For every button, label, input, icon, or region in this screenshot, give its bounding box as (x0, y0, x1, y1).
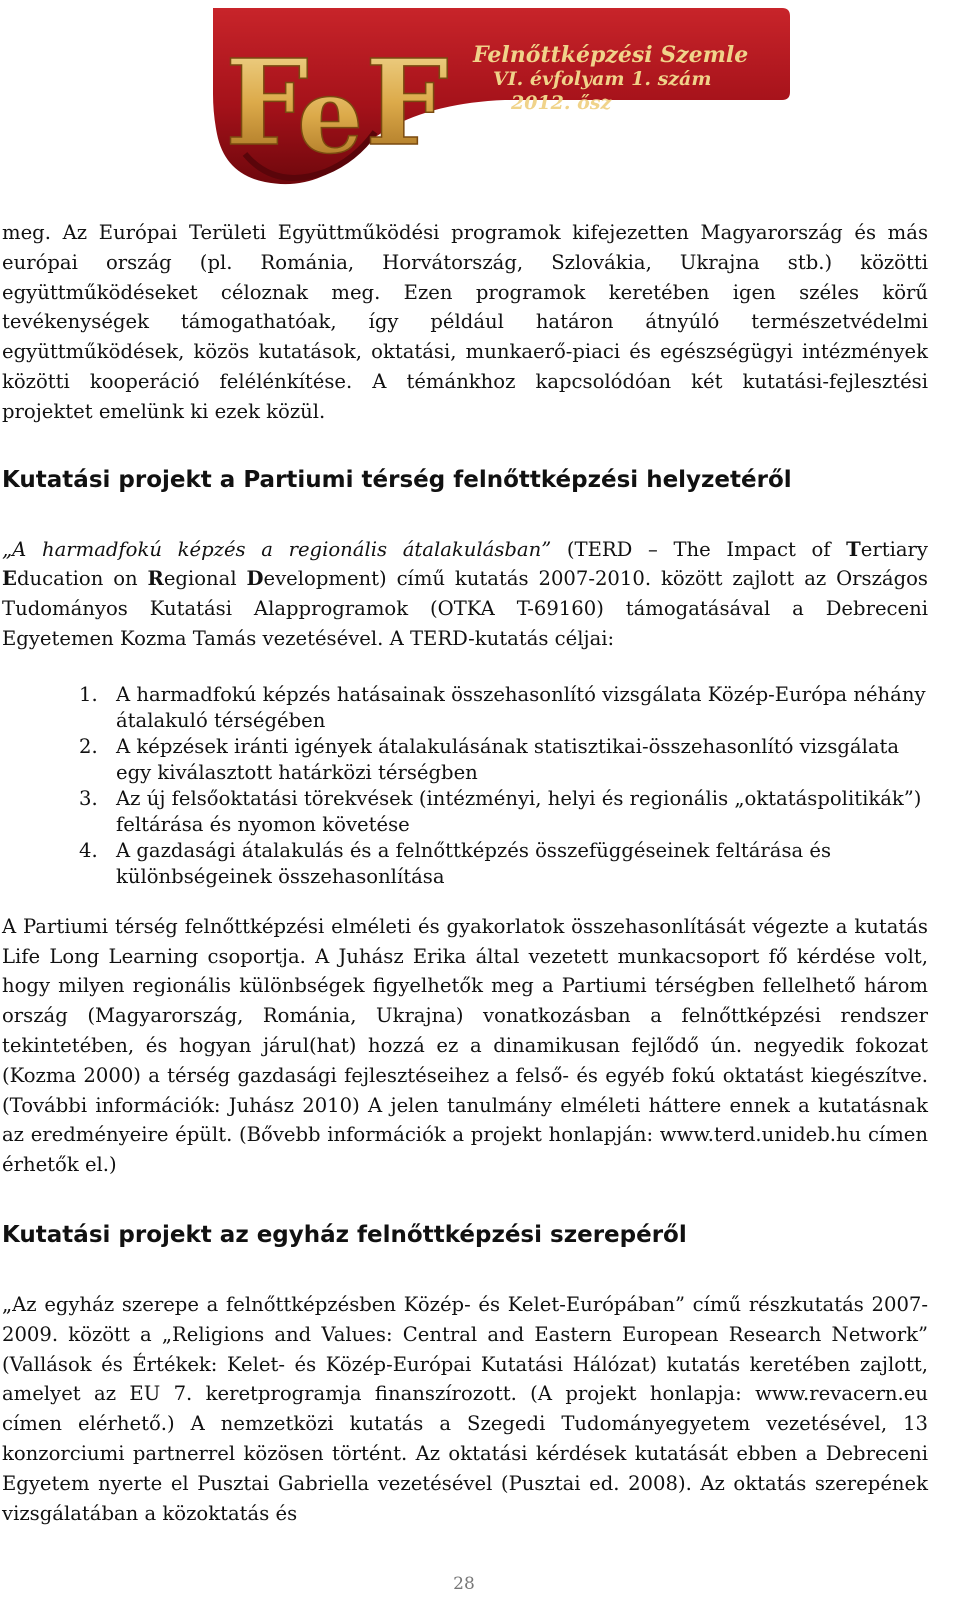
svg-text:e: e (297, 54, 364, 177)
section-heading-church: Kutatási projekt az egyház felnőttképzési szerepéről (2, 1221, 687, 1248)
terd-paragraph: „A harmadfokú képzés a regionális átalakulásban” (TERD – The Impact of Tertiary Education on Regional Development) című kutatás 2007-2010. között zajlott az Országos Tudományos Kutatási Alapprogramok (OTKA T-69160) támogatásával a Debreceni Egyetemen Kozma Tamás vezetésével. A TERD-kutatás céljai: (2, 537, 928, 650)
terd-title: „A harmadfokú képzés a regionális átalakulásban” (2, 537, 552, 561)
banner-graphic (205, 4, 790, 192)
fef-logo-icon (225, 33, 449, 177)
journal-banner (205, 4, 790, 192)
banner-date: 2012. ősz (511, 92, 612, 114)
list-item: 3. Az új felsőoktatási törekvések (intézményi, helyi és regionális „oktatáspolitikák”) feltárása és nyomon követése (79, 786, 922, 836)
page-number: 28 (453, 1574, 475, 1594)
list-item: 2. A képzések iránti igények átalakulásának statisztikai-összehasonlító vizsgálata egy kiválasztott határközi térségben (79, 734, 900, 784)
list-item: 1. A harmadfokú képzés hatásainak összehasonlító vizsgálata Közép-Európa néhány átalakuló térségében (79, 682, 926, 732)
terd-goals-list (2, 682, 928, 890)
intro-paragraph: meg. Az Európai Területi Együttműködési programok kifejezetten Magyarország és más európai ország (pl. Románia, Horvátország, Szlovákia, Ukrajna stb.) közötti együttműködéseket céloznak meg. Ezen programok keretében igen széles körű tevékenységek támogathatóak, így például határon átnyúló természetvédelmi együttműködések, közös kutatások, oktatási, munkaerő-piaci és egészségügyi intézmények közötti kooperáció felélénkítése. A témánkhoz kapcsolódóan két kutatási-fejlesztési projektet emelünk ki ezek közül. (2, 221, 928, 423)
svg-text:F: F (365, 33, 449, 172)
church-paragraph: „Az egyház szerepe a felnőttképzésben Közép- és Kelet-Európában” című részkutatás 2007-2009. között a „Religions and Values: Central and Eastern European Research Network” (Vallások és Értékek: Kelet- és Közép-Európai Kutatási Hálózat) kutatás keretében zajlott, amelyet az EU 7. keretprogramja finanszírozott. (A projekt honlapja: www.revacern.eu címen elérhető.) A nemzetközi kutatás a Szegedi Tudományegyetem vezetésével, 13 konzorciumi partnerrel közösen történt. Az oktatási kérdések kutatását ebben a Debreceni Egyetem nyerte el Pusztai Gabriella vezetésével (Pusztai ed. 2008). Az oktatás szerepének vizsgálatában a közoktatás és (2, 1292, 928, 1525)
svg-text:F: F (225, 33, 309, 172)
banner-title: Felnőttképzési Szemle (473, 42, 749, 68)
banner-volume: VI. évfolyam 1. szám (493, 68, 712, 90)
list-item: 4. A gazdasági átalakulás és a felnőttképzés összefüggéseinek feltárása és különbségeinek összehasonlítása (79, 838, 832, 888)
partium-paragraph: A Partiumi térség felnőttképzési elméleti és gyakorlatok összehasonlítását végezte a kutatás Life Long Learning csoportja. A Juhász Erika által vezetett munkacsoport fő kérdése volt, hogy milyen regionális különbségek figyelhetők meg a Partiumi térségben fellelhető három ország (Magyarország, Románia, Ukrajna) vonatkozásban a felnőttképzési rendszer tekintetében, és hogyan járul(hat) hozzá ez a dinamikusan fejlődő ún. negyedik fokozat (Kozma 2000) a térség gazdasági fejlesztéseihez a felső- és egyéb fokú oktatást kiegészítve. (További információk: Juhász 2010) A jelen tanulmány elméleti háttere ennek a kutatásnak az eredményeire épült. (Bővebb információk a projekt honlapján: www.terd.unideb.hu címen érhetők el.) (2, 914, 928, 1177)
section-heading-partium: Kutatási projekt a Partiumi térség felnőttképzési helyzetéről (2, 466, 792, 493)
article-body (2, 218, 928, 1528)
